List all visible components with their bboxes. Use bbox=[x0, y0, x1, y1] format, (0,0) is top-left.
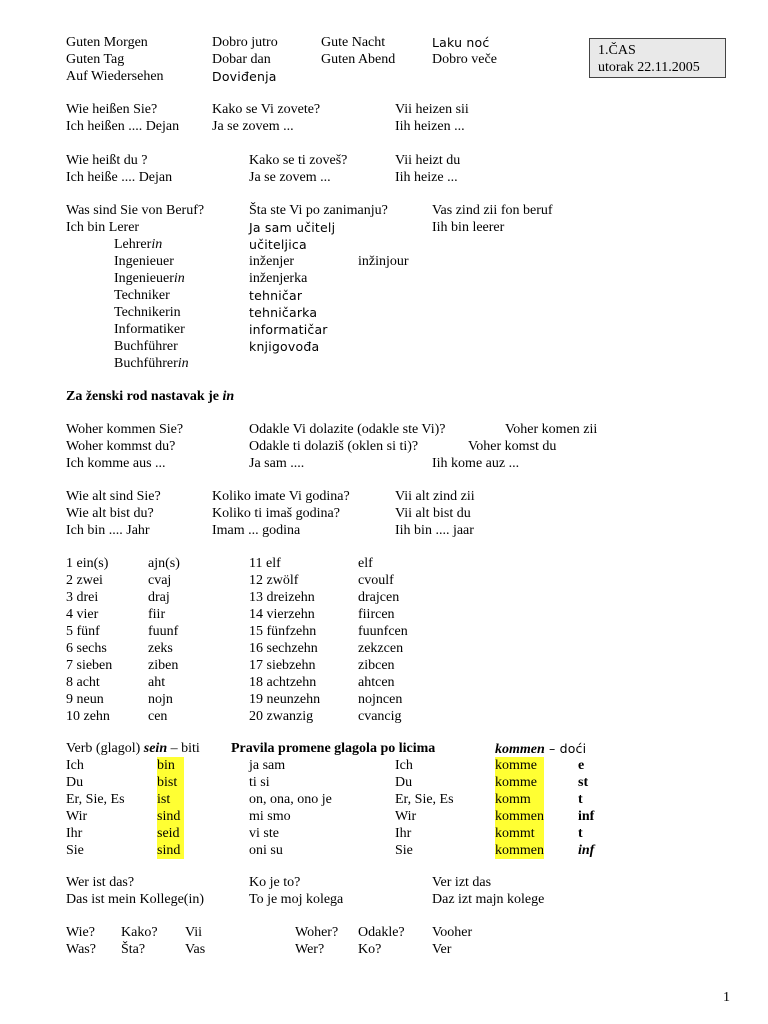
pronoun: Sie bbox=[66, 843, 84, 858]
phrase-serbian: Ja se zovem ... bbox=[249, 170, 331, 185]
serbian-form: mi smo bbox=[249, 809, 291, 824]
greeting-serbian: Doviđenja bbox=[212, 69, 277, 84]
lesson-date: utorak 22.11.2005 bbox=[598, 60, 700, 75]
pronoun: Ich bbox=[66, 758, 84, 773]
number-german-2: 18 achtzehn bbox=[249, 675, 317, 690]
number-pronunciation: fiir bbox=[148, 607, 166, 622]
profession-pronunciation: inžinjour bbox=[358, 254, 409, 269]
number-pronunciation-2: cvoulf bbox=[358, 573, 394, 588]
phrase-german: Wer ist das? bbox=[66, 875, 135, 890]
kommen-form: kommen bbox=[495, 809, 544, 824]
number-pronunciation: aht bbox=[148, 675, 166, 690]
lesson-date-box bbox=[589, 38, 726, 78]
pronoun: Ihr bbox=[66, 826, 83, 841]
number-row bbox=[0, 691, 768, 708]
profession-row bbox=[0, 236, 768, 253]
page-number: 1 bbox=[723, 990, 730, 1005]
greeting-german: Guten Morgen bbox=[66, 35, 148, 50]
phrase-serbian: Ja se zovem ... bbox=[212, 119, 294, 134]
profession-row bbox=[0, 355, 768, 372]
profession-german: Techniker bbox=[114, 288, 170, 303]
number-german-2: 12 zwölf bbox=[249, 573, 299, 588]
verb-ending: inf bbox=[578, 843, 595, 858]
number-row bbox=[0, 572, 768, 589]
phrase-german: Ich bin .... Jahr bbox=[66, 523, 150, 538]
sein-form: bin bbox=[157, 757, 184, 774]
pronoun: Du bbox=[66, 775, 84, 790]
greeting-german-2: Guten Abend bbox=[321, 52, 396, 67]
phrase-pronunciation: Iih heizen ... bbox=[395, 119, 465, 134]
number-row bbox=[0, 708, 768, 725]
profession-serbian: tehničar bbox=[249, 288, 303, 303]
profession-serbian: inženjer bbox=[249, 254, 295, 269]
phrase-pronunciation: Voher komen zii bbox=[505, 422, 598, 437]
serbian-form: vi ste bbox=[249, 826, 279, 841]
greeting-german: Auf Wiedersehen bbox=[66, 69, 164, 84]
verb-ending: t bbox=[578, 792, 583, 807]
phrase-serbian: Imam ... godina bbox=[212, 523, 301, 538]
greeting-german-2: Gute Nacht bbox=[321, 35, 386, 50]
profession-serbian: tehničarka bbox=[249, 305, 318, 320]
number-pronunciation-2: elf bbox=[358, 556, 373, 571]
serbian-form: oni su bbox=[249, 843, 283, 858]
greeting-serbian-2: Laku noć bbox=[432, 35, 490, 50]
phrase-pronunciation: Vas zind zii fon beruf bbox=[432, 203, 553, 218]
pronoun-2: Du bbox=[395, 775, 413, 790]
profession-german: Ingenieuer bbox=[114, 254, 174, 269]
phrase-pronunciation: Iih kome auz ... bbox=[432, 456, 520, 471]
phrase-german: Ich heißen .... Dejan bbox=[66, 119, 180, 134]
phrase-row bbox=[0, 169, 768, 186]
phrase-german: Wie heißt du ? bbox=[66, 153, 148, 168]
phrase-row bbox=[0, 118, 768, 135]
number-pronunciation-2: fuunfcen bbox=[358, 624, 408, 639]
verb-ending: t bbox=[578, 826, 583, 841]
number-row bbox=[0, 623, 768, 640]
phrase-german: Ich heiße .... Dejan bbox=[66, 170, 173, 185]
number-german-2: 14 vierzehn bbox=[249, 607, 315, 622]
number-row bbox=[0, 674, 768, 691]
conjugation-row bbox=[0, 757, 768, 774]
number-german: 1 ein(s) bbox=[66, 556, 109, 571]
number-pronunciation-2: fiircen bbox=[358, 607, 395, 622]
phrase-serbian: Koliko ti imaš godina? bbox=[212, 506, 340, 521]
phrase-row bbox=[0, 522, 768, 539]
conjugation-row bbox=[0, 808, 768, 825]
phrase-row bbox=[0, 101, 768, 118]
sein-form: ist bbox=[157, 791, 184, 808]
phrase-pronunciation: Daz izt majn kolege bbox=[432, 892, 545, 907]
phrase-pronunciation: Iih heize ... bbox=[395, 170, 458, 185]
profession-german: Ingenieuerin bbox=[114, 271, 185, 286]
number-pronunciation: nojn bbox=[148, 692, 173, 707]
qword-serbian: Šta? bbox=[121, 942, 146, 957]
verb-ending: st bbox=[578, 775, 589, 790]
phrase-row bbox=[0, 505, 768, 522]
phrase-serbian: Odakle Vi dolazite (odakle ste Vi)? bbox=[249, 422, 446, 437]
phrase-german: Wie alt sind Sie? bbox=[66, 489, 161, 504]
pronoun-2: Ich bbox=[395, 758, 413, 773]
sein-form: seid bbox=[157, 825, 184, 842]
pronoun-2: Ihr bbox=[395, 826, 412, 841]
phrase-row bbox=[0, 438, 768, 455]
profession-row bbox=[0, 304, 768, 321]
phrase-row bbox=[0, 421, 768, 438]
sein-form: bist bbox=[157, 774, 184, 791]
profession-serbian: učiteljica bbox=[249, 237, 307, 252]
greeting-serbian: Dobar dan bbox=[212, 52, 271, 67]
conjugation-row bbox=[0, 791, 768, 808]
feminine-suffix-note: Za ženski rod nastavak je in bbox=[66, 389, 235, 404]
number-pronunciation: ziben bbox=[148, 658, 179, 673]
verb-header-row bbox=[0, 740, 768, 757]
phrase-serbian: Koliko imate Vi godina? bbox=[212, 489, 350, 504]
lesson-number: 1.ČAS bbox=[598, 43, 636, 58]
qword-german: Was? bbox=[66, 942, 96, 957]
conjugation-row bbox=[0, 825, 768, 842]
phrase-serbian: Ja sam .... bbox=[249, 456, 305, 471]
profession-row bbox=[0, 321, 768, 338]
kommen-form: komme bbox=[495, 757, 544, 774]
phrase-serbian: Kako se ti zoveš? bbox=[249, 153, 348, 168]
profession-row bbox=[0, 287, 768, 304]
number-german: 9 neun bbox=[66, 692, 104, 707]
number-german-2: 20 zwanzig bbox=[249, 709, 314, 724]
kommen-label: kommen – doći bbox=[495, 741, 587, 757]
phrase-pronunciation: Vii heizen sii bbox=[395, 102, 469, 117]
number-german: 10 zehn bbox=[66, 709, 110, 724]
number-pronunciation: draj bbox=[148, 590, 170, 605]
phrase-german: Wie heißen Sie? bbox=[66, 102, 158, 117]
qword-pronunciation-2: Vooher bbox=[432, 925, 473, 940]
profession-row bbox=[0, 253, 768, 270]
phrase-row bbox=[0, 202, 768, 219]
number-pronunciation-2: nojncen bbox=[358, 692, 403, 707]
phrase-german: Woher kommen Sie? bbox=[66, 422, 184, 437]
greeting-serbian: Dobro jutro bbox=[212, 35, 278, 50]
pronoun: Er, Sie, Es bbox=[66, 792, 125, 807]
serbian-form: ja sam bbox=[249, 758, 286, 773]
number-german: 7 sieben bbox=[66, 658, 113, 673]
phrase-german: Das ist mein Kollege(in) bbox=[66, 892, 205, 907]
number-german-2: 17 siebzehn bbox=[249, 658, 316, 673]
phrase-german: Ich bin Lerer bbox=[66, 220, 140, 235]
number-pronunciation-2: ahtcen bbox=[358, 675, 395, 690]
phrase-german: Ich komme aus ... bbox=[66, 456, 166, 471]
profession-german: Buchführerin bbox=[114, 356, 189, 371]
number-german: 3 drei bbox=[66, 590, 99, 605]
phrase-serbian: Šta ste Vi po zanimanju? bbox=[249, 203, 388, 218]
profession-german: Informatiker bbox=[114, 322, 185, 337]
profession-serbian: inženjerka bbox=[249, 271, 308, 286]
pronoun-2: Wir bbox=[395, 809, 417, 824]
number-german: 5 fünf bbox=[66, 624, 100, 639]
number-german-2: 15 fünfzehn bbox=[249, 624, 317, 639]
phrase-pronunciation: Voher komst du bbox=[468, 439, 557, 454]
qword-pronunciation-2: Ver bbox=[432, 942, 452, 957]
greeting-german: Guten Tag bbox=[66, 52, 125, 67]
conjugation-row bbox=[0, 774, 768, 791]
number-german: 8 acht bbox=[66, 675, 100, 690]
grammar-note bbox=[0, 388, 768, 405]
phrase-pronunciation: Vii alt zind zii bbox=[395, 489, 475, 504]
profession-serbian: informatičar bbox=[249, 322, 328, 337]
pronoun: Wir bbox=[66, 809, 88, 824]
phrase-german: Was sind Sie von Beruf? bbox=[66, 203, 205, 218]
phrase-row bbox=[0, 874, 768, 891]
number-pronunciation: zeks bbox=[148, 641, 173, 656]
qword-pronunciation: Vii bbox=[185, 925, 203, 940]
pronoun-2: Er, Sie, Es bbox=[395, 792, 454, 807]
phrase-german: Woher kommst du? bbox=[66, 439, 176, 454]
phrase-pronunciation: Vii alt bist du bbox=[395, 506, 471, 521]
number-pronunciation-2: zibcen bbox=[358, 658, 395, 673]
profession-serbian: knjigovođa bbox=[249, 339, 320, 354]
conjugation-rule-title: Pravila promene glagola po licima bbox=[231, 741, 436, 756]
profession-german: Lehrerin bbox=[114, 237, 163, 252]
qword-german: Wie? bbox=[66, 925, 95, 940]
pronoun-2: Sie bbox=[395, 843, 413, 858]
number-pronunciation-2: cvancig bbox=[358, 709, 402, 724]
phrase-row bbox=[0, 455, 768, 472]
kommen-form: komm bbox=[495, 791, 544, 808]
phrase-serbian: To je moj kolega bbox=[249, 892, 344, 907]
phrase-row bbox=[0, 152, 768, 169]
phrase-german: Wie alt bist du? bbox=[66, 506, 154, 521]
number-german-2: 13 dreizehn bbox=[249, 590, 315, 605]
phrase-pronunciation: Iih bin leerer bbox=[432, 220, 505, 235]
number-row bbox=[0, 640, 768, 657]
number-german-2: 16 sechzehn bbox=[249, 641, 318, 656]
serbian-form: on, ona, ono je bbox=[249, 792, 332, 807]
phrase-serbian: Ko je to? bbox=[249, 875, 301, 890]
phrase-pronunciation: Iih bin .... jaar bbox=[395, 523, 474, 538]
phrase-row bbox=[0, 219, 768, 236]
number-pronunciation-2: drajcen bbox=[358, 590, 400, 605]
phrase-row bbox=[0, 488, 768, 505]
phrase-serbian: Odakle ti dolaziš (oklen si ti)? bbox=[249, 439, 419, 454]
number-row bbox=[0, 589, 768, 606]
qword-pronunciation: Vas bbox=[185, 942, 206, 957]
number-row bbox=[0, 555, 768, 572]
number-german: 4 vier bbox=[66, 607, 99, 622]
question-words-row bbox=[0, 924, 768, 941]
sein-form: sind bbox=[157, 842, 184, 859]
qword-serbian-2: Odakle? bbox=[358, 925, 405, 940]
number-row bbox=[0, 657, 768, 674]
qword-serbian: Kako? bbox=[121, 925, 158, 940]
kommen-form: kommt bbox=[495, 825, 544, 842]
qword-serbian-2: Ko? bbox=[358, 942, 382, 957]
phrase-serbian: Kako se Vi zovete? bbox=[212, 102, 321, 117]
sein-form: sind bbox=[157, 808, 184, 825]
question-words-row bbox=[0, 941, 768, 958]
serbian-form: ti si bbox=[249, 775, 270, 790]
number-pronunciation: cen bbox=[148, 709, 168, 724]
kommen-form: komme bbox=[495, 774, 544, 791]
conjugation-row bbox=[0, 842, 768, 859]
verb-ending: e bbox=[578, 758, 585, 773]
number-german: 2 zwei bbox=[66, 573, 103, 588]
number-row bbox=[0, 606, 768, 623]
verb-ending: inf bbox=[578, 809, 595, 824]
phrase-row bbox=[0, 891, 768, 908]
number-pronunciation: cvaj bbox=[148, 573, 172, 588]
profession-german: Technikerin bbox=[114, 305, 181, 320]
verb-label: Verb (glagol) sein – biti bbox=[66, 741, 200, 756]
greeting-serbian-2: Dobro veče bbox=[432, 52, 497, 67]
phrase-pronunciation: Ver izt das bbox=[432, 875, 492, 890]
profession-row bbox=[0, 270, 768, 287]
profession-german: Buchführer bbox=[114, 339, 178, 354]
kommen-form: kommen bbox=[495, 843, 544, 858]
number-german-2: 11 elf bbox=[249, 556, 281, 571]
number-pronunciation: ajn(s) bbox=[148, 556, 180, 571]
number-pronunciation: fuunf bbox=[148, 624, 179, 639]
phrase-serbian: Ja sam učitelj bbox=[249, 220, 336, 235]
phrase-pronunciation: Vii heizt du bbox=[395, 153, 461, 168]
profession-row bbox=[0, 338, 768, 355]
qword-german-2: Wer? bbox=[295, 942, 325, 957]
qword-german-2: Woher? bbox=[295, 925, 339, 940]
number-german-2: 19 neunzehn bbox=[249, 692, 321, 707]
number-pronunciation-2: zekzcen bbox=[358, 641, 404, 656]
number-german: 6 sechs bbox=[66, 641, 107, 656]
